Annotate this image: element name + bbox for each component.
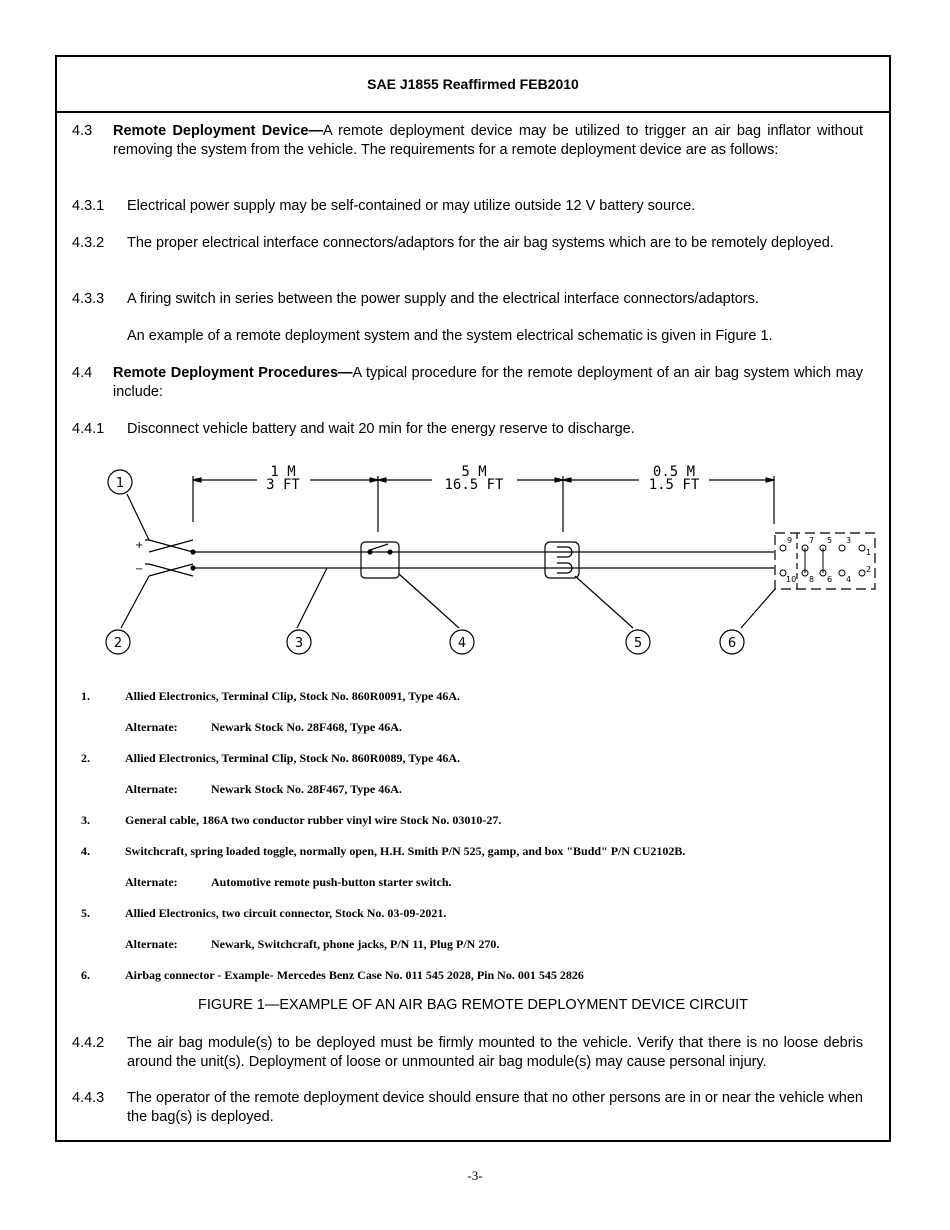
part-text: Newark Stock No. 28F468, Type 46A. — [211, 720, 402, 734]
section-title: Remote Deployment Procedures— — [113, 365, 353, 381]
part-number: 2. — [81, 751, 90, 765]
callout-label: 4 — [457, 636, 467, 651]
section-text: A typical procedure for the remote deployment of an air bag system which may include: — [113, 365, 863, 400]
airbag-connector — [775, 533, 875, 589]
plus-label: + — [135, 540, 144, 551]
section-title: Remote Deployment Device— — [113, 123, 323, 139]
part-text: Allied Electronics, Terminal Clip, Stock No. 860R0091, Type 46A. — [125, 689, 461, 703]
section-text: Electrical power supply may be self-contained or may utilize outside 12 V battery source. — [127, 198, 696, 214]
part-text: Newark Stock No. 28F467, Type 46A. — [211, 782, 402, 796]
page-frame — [55, 55, 891, 1142]
section-text: The proper electrical interface connectors/adaptors for the air bag systems which are to be remotely deployed. — [127, 235, 834, 251]
alternate-label: Alternate: — [125, 875, 178, 889]
pin-label: 9 — [787, 536, 793, 545]
section-number: 4.4.1 — [72, 421, 105, 437]
part-text: Automotive remote push-button starter switch. — [211, 875, 452, 889]
section-text: The air bag module(s) to be deployed must be firmly mounted to the vehicle. Verify that there is no loose debris around the unit(s). Deployment of loose or unmounted air bag module(s) may cause personal injury. — [127, 1035, 863, 1070]
section-4-3-1 — [72, 197, 863, 216]
cable-conductors — [193, 552, 774, 568]
document-header — [57, 57, 889, 113]
pin-label: 4 — [846, 575, 852, 584]
dim-label-2-ft: 16.5 FT — [444, 477, 504, 493]
part-text: Switchcraft, spring loaded toggle, normally open, H.H. Smith P/N 525, gamp, and box "Budd" P/N CU2102B. — [125, 844, 686, 858]
alternate-label: Alternate: — [125, 937, 178, 951]
part-text: Allied Electronics, Terminal Clip, Stock No. 860R0089, Type 46A. — [125, 751, 461, 765]
dimension-labels — [266, 464, 700, 493]
pin-label: 7 — [809, 536, 815, 545]
document-title: SAE J1855 Reaffirmed FEB2010 — [367, 76, 579, 92]
pin-label: 2 — [866, 565, 872, 574]
section-text: An example of a remote deployment system and the system electrical schematic is given in Figure 1. — [127, 328, 773, 344]
two-circuit-connector — [545, 542, 579, 578]
pin-label: 1 — [866, 548, 872, 557]
section-number: 4.3.3 — [72, 291, 105, 307]
circuit-schematic — [57, 452, 893, 672]
pin-label: 5 — [827, 536, 833, 545]
callout-label: 6 — [727, 636, 737, 651]
section-4-4-2 — [72, 1034, 863, 1072]
part-text: Newark, Switchcraft, phone jacks, P/N 11, Plug P/N 270. — [211, 937, 500, 951]
pin-label: 8 — [809, 575, 815, 584]
part-text: Airbag connector - Example- Mercedes Benz Case No. 011 545 2028, Pin No. 001 545 2826 — [125, 968, 584, 982]
alternate-label: Alternate: — [125, 782, 178, 796]
callout-leaders — [121, 494, 775, 628]
section-4-3 — [72, 122, 863, 160]
dim-label-2-m: 5 M — [461, 464, 487, 480]
callout-label: 5 — [633, 636, 643, 651]
part-text: Allied Electronics, two circuit connector, Stock No. 03-09-2021. — [125, 906, 447, 920]
page-number: -3- — [467, 1168, 483, 1183]
part-number: 5. — [81, 906, 90, 920]
part-number: 1. — [81, 689, 90, 703]
dim-label-3-m: 0.5 M — [652, 464, 696, 480]
toggle-switch — [361, 542, 399, 578]
part-number: 4. — [81, 844, 90, 858]
figure-caption: FIGURE 1—EXAMPLE OF AN AIR BAG REMOTE DEPLOYMENT DEVICE CIRCUIT — [197, 997, 749, 1013]
section-number: 4.4 — [72, 365, 93, 381]
section-text: Disconnect vehicle battery and wait 20 min for the energy reserve to discharge. — [127, 421, 635, 437]
section-number: 4.3.1 — [72, 198, 105, 214]
part-number: 3. — [81, 813, 90, 827]
callout-label: 1 — [115, 476, 125, 491]
section-text: The operator of the remote deployment device should ensure that no other persons are in or near the vehicle when the bag(s) is deployed. — [127, 1090, 863, 1125]
pin-label: 3 — [846, 536, 852, 545]
callout-label: 2 — [113, 636, 123, 651]
callouts — [106, 470, 744, 654]
pin-label: 10 — [786, 575, 797, 584]
section-4-3-3-note — [72, 327, 863, 346]
section-4-4-3 — [72, 1089, 863, 1127]
callout-label: 3 — [294, 636, 304, 651]
terminal-clips — [145, 540, 195, 576]
alternate-label: Alternate: — [125, 720, 178, 734]
section-4-3-3 — [72, 290, 863, 309]
section-number: 4.4.2 — [72, 1035, 105, 1051]
section-4-3-2 — [72, 234, 863, 253]
section-4-4-1 — [72, 420, 863, 439]
minus-label: − — [135, 564, 144, 575]
section-text: A remote deployment device may be utilized to trigger an air bag inflator without removing the system from the vehicle. The requirements for a remote deployment device are as follows: — [113, 123, 863, 158]
part-number: 6. — [81, 968, 90, 982]
section-4-4 — [72, 364, 863, 402]
section-number: 4.3 — [72, 123, 93, 139]
section-number: 4.3.2 — [72, 235, 105, 251]
section-text: A firing switch in series between the power supply and the electrical interface connectors/adaptors. — [127, 291, 759, 307]
pin-label: 6 — [827, 575, 833, 584]
dim-label-3-ft: 1.5 FT — [648, 477, 700, 493]
dim-label-1-ft: 3 FT — [266, 477, 300, 493]
part-text: General cable, 186A two conductor rubber vinyl wire Stock No. 03010-27. — [125, 813, 502, 827]
dim-label-1-m: 1 M — [270, 464, 296, 480]
section-number: 4.4.3 — [72, 1090, 105, 1106]
